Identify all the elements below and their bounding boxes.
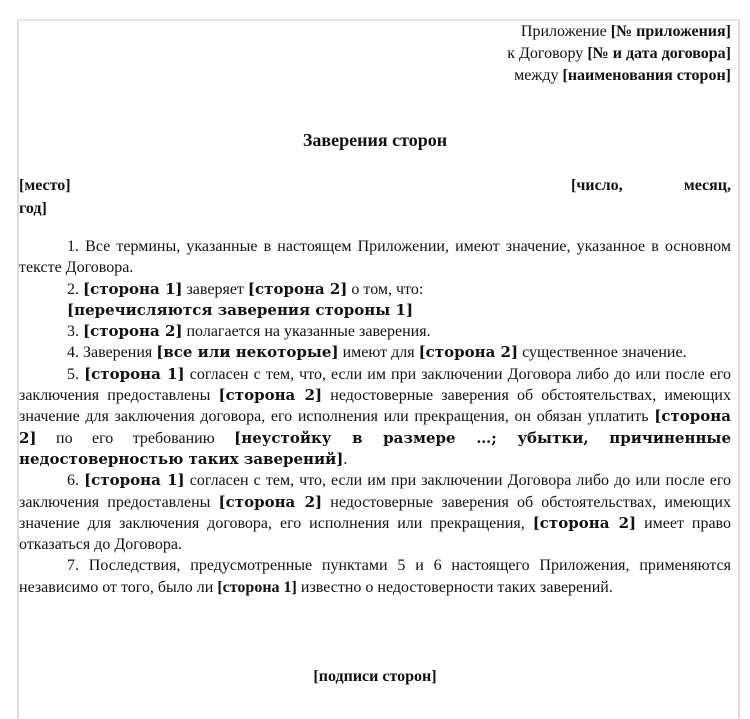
contract-number-placeholder: [№ и дата договора] — [587, 45, 731, 62]
parties-names-placeholder: [наименования сторон] — [562, 67, 731, 84]
representations-placeholder: [перечисляются заверения стороны 1] — [67, 300, 414, 319]
header-line-parties: между [наименования сторон] — [514, 67, 731, 84]
clause-2: 2. [сторона 1] заверяет [сторона 2] о том, что: — [67, 279, 424, 298]
clause-7: 7. Последствия, предусмотренные пунктами 5 и 6 настоящего Приложения, применяются независимо от того, было ли [сторона 1] известно о недостоверности таких заверений. — [19, 557, 731, 596]
party-2-placeholder: [сторона 2] — [247, 279, 348, 298]
date-year-placeholder: год] — [19, 200, 47, 217]
party-2-placeholder: [сторона 2] — [532, 513, 637, 532]
appendix-number-placeholder: [№ приложения] — [610, 23, 731, 40]
all-or-some-placeholder: [все или некоторые] — [156, 343, 339, 362]
party-1-placeholder: [сторона 1] — [83, 279, 183, 298]
party-1-placeholder: [сторона 1] — [84, 471, 185, 490]
party-2-placeholder: [сторона 2] — [218, 386, 323, 405]
document-title: Заверения сторон — [302, 130, 448, 150]
party-1-placeholder: [сторона 1] — [217, 578, 297, 596]
clause-3: 3. [сторона 2] полагается на указанные заверения. — [67, 322, 431, 341]
header-line-contract: к Договору [№ и дата договора] — [507, 45, 731, 62]
clause-2-list — [19, 300, 731, 321]
party-1-placeholder: [сторона 1] — [84, 364, 185, 383]
clause-6: 6. [сторона 1] согласен с тем, что, если им при заключении Договора либо до или после его заключения предоставлены [сторона 2] недостоверные заверения об обстоятельствах, имеющих значение для заключения договора, его исполнения или прекращения, [сторона 2] имеет право отказаться до Договора. — [19, 471, 732, 554]
document-body — [19, 236, 731, 598]
clause-1: 1. Все термины, указанные в настоящем Приложении, имеют значение, указанное в основном тексте Договора. — [19, 238, 731, 277]
place-date-line — [19, 174, 731, 220]
party-2-placeholder: [сторона 2] — [418, 343, 519, 362]
date-placeholder: [число, месяц, — [571, 177, 731, 194]
penalty-placeholder: [неустойку в размере …; убытки, причиненные недостоверностью таких заверений] — [19, 428, 732, 468]
header-line-appendix: Приложение [№ приложения] — [520, 23, 731, 40]
clause-4: 4. Заверения [все или некоторые] имеют для [сторона 2] существенное значение. — [67, 343, 687, 362]
appendix-header — [507, 21, 731, 87]
party-2-placeholder: [сторона 2] — [19, 407, 731, 447]
signatures-placeholder: [подписи сторон] — [313, 668, 437, 685]
party-2-placeholder: [сторона 2] — [218, 492, 323, 511]
clause-5: 5. [сторона 1] согласен с тем, что, если им при заключении Договора либо до или после его заключения предоставлены [сторона 2] недостоверные заверения об обстоятельствах, имеющих значение для заключения договора, его исполнения или прекращения, он обязан уплатить [сторона 2] по его требованию [неустойку в размере …; убытки, причиненные недостоверностью таких заверений]. — [19, 364, 732, 468]
party-2-placeholder: [сторона 2] — [83, 322, 183, 341]
place-placeholder: [место] — [19, 177, 71, 194]
